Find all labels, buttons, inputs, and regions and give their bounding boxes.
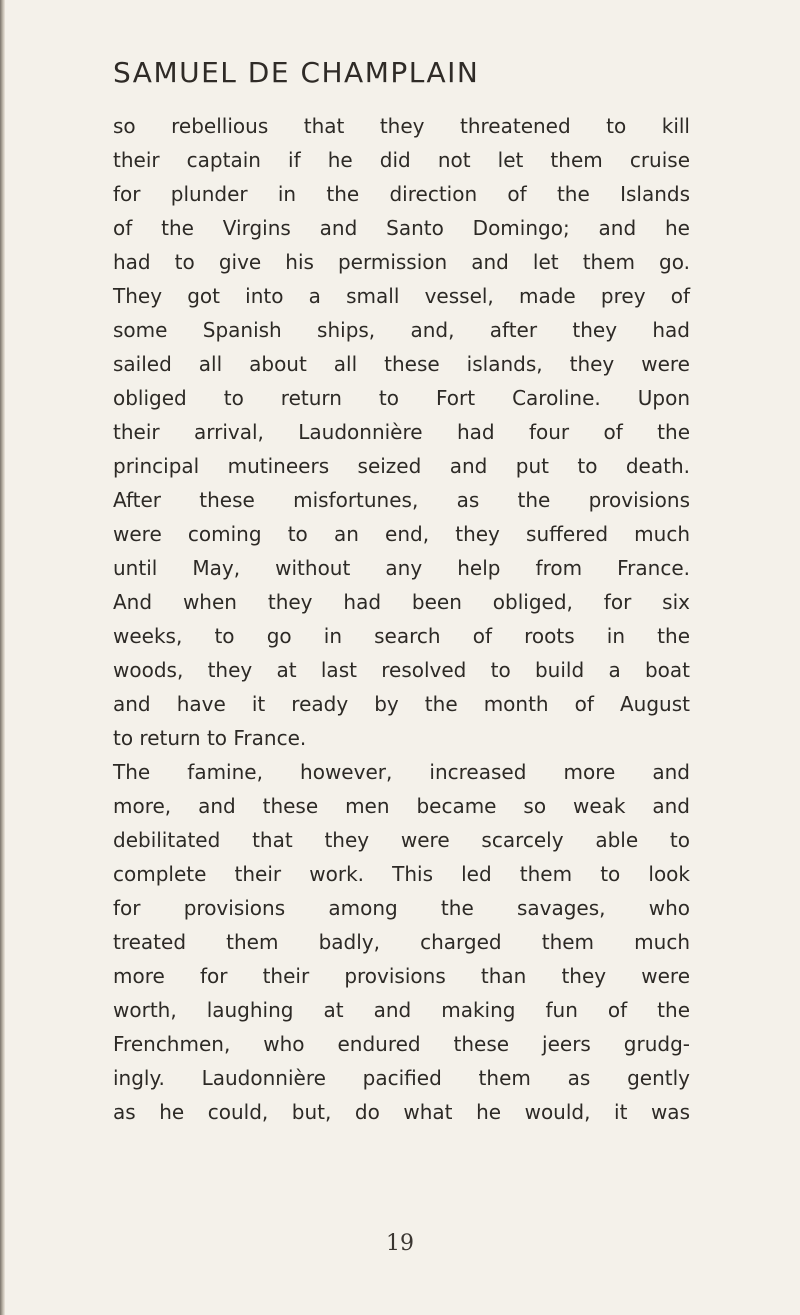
text-line: for provisions among the savages, who [113, 896, 690, 920]
text-line: treated them badly, charged them much [113, 930, 690, 954]
text-line: so rebellious that they threatened to kill [113, 114, 690, 138]
text-line: debilitated that they were scarcely able to [113, 828, 690, 852]
text-line: complete their work. This led them to look [113, 862, 690, 886]
text-line: of the Virgins and Santo Domingo; and he [113, 216, 690, 240]
text-line: had to give his permission and let them go. [113, 250, 690, 274]
text-line: weeks, to go in search of roots in the [113, 624, 690, 648]
text-line: ingly. Laudonnière pacified them as gently [113, 1066, 690, 1090]
text-line: some Spanish ships, and, after they had [113, 318, 690, 342]
text-line: sailed all about all these islands, they were [113, 352, 690, 376]
page-binding-edge [0, 0, 5, 1315]
text-line: until May, without any help from France. [113, 556, 690, 580]
page-number: 19 [386, 1231, 414, 1256]
text-line: And when they had been obliged, for six [113, 590, 690, 614]
text-line: The famine, however, increased more and [113, 760, 690, 784]
text-line: to return to France. [113, 726, 307, 750]
running-header: SAMUEL DE CHAMPLAIN [113, 56, 480, 89]
body-text [113, 109, 690, 1129]
text-line: They got into a small vessel, made prey of [113, 284, 690, 308]
text-line: principal mutineers seized and put to death. [113, 454, 690, 478]
text-line: their captain if he did not let them cruise [113, 148, 690, 172]
text-line: more, and these men became so weak and [113, 794, 690, 818]
text-line: Frenchmen, who endured these jeers grudg- [113, 1032, 690, 1056]
text-line: more for their provisions than they were [113, 964, 690, 988]
text-line: for plunder in the direction of the Islands [113, 182, 690, 206]
text-line: worth, laughing at and making fun of the [113, 998, 690, 1022]
text-line: were coming to an end, they suffered much [113, 522, 690, 546]
text-line: as he could, but, do what he would, it was [113, 1100, 690, 1124]
text-line: their arrival, Laudonnière had four of the [113, 420, 690, 444]
text-line: and have it ready by the month of August [113, 692, 690, 716]
text-line: After these misfortunes, as the provisions [113, 488, 690, 512]
text-line: obliged to return to Fort Caroline. Upon [113, 386, 690, 410]
text-line: woods, they at last resolved to build a boat [113, 658, 690, 682]
